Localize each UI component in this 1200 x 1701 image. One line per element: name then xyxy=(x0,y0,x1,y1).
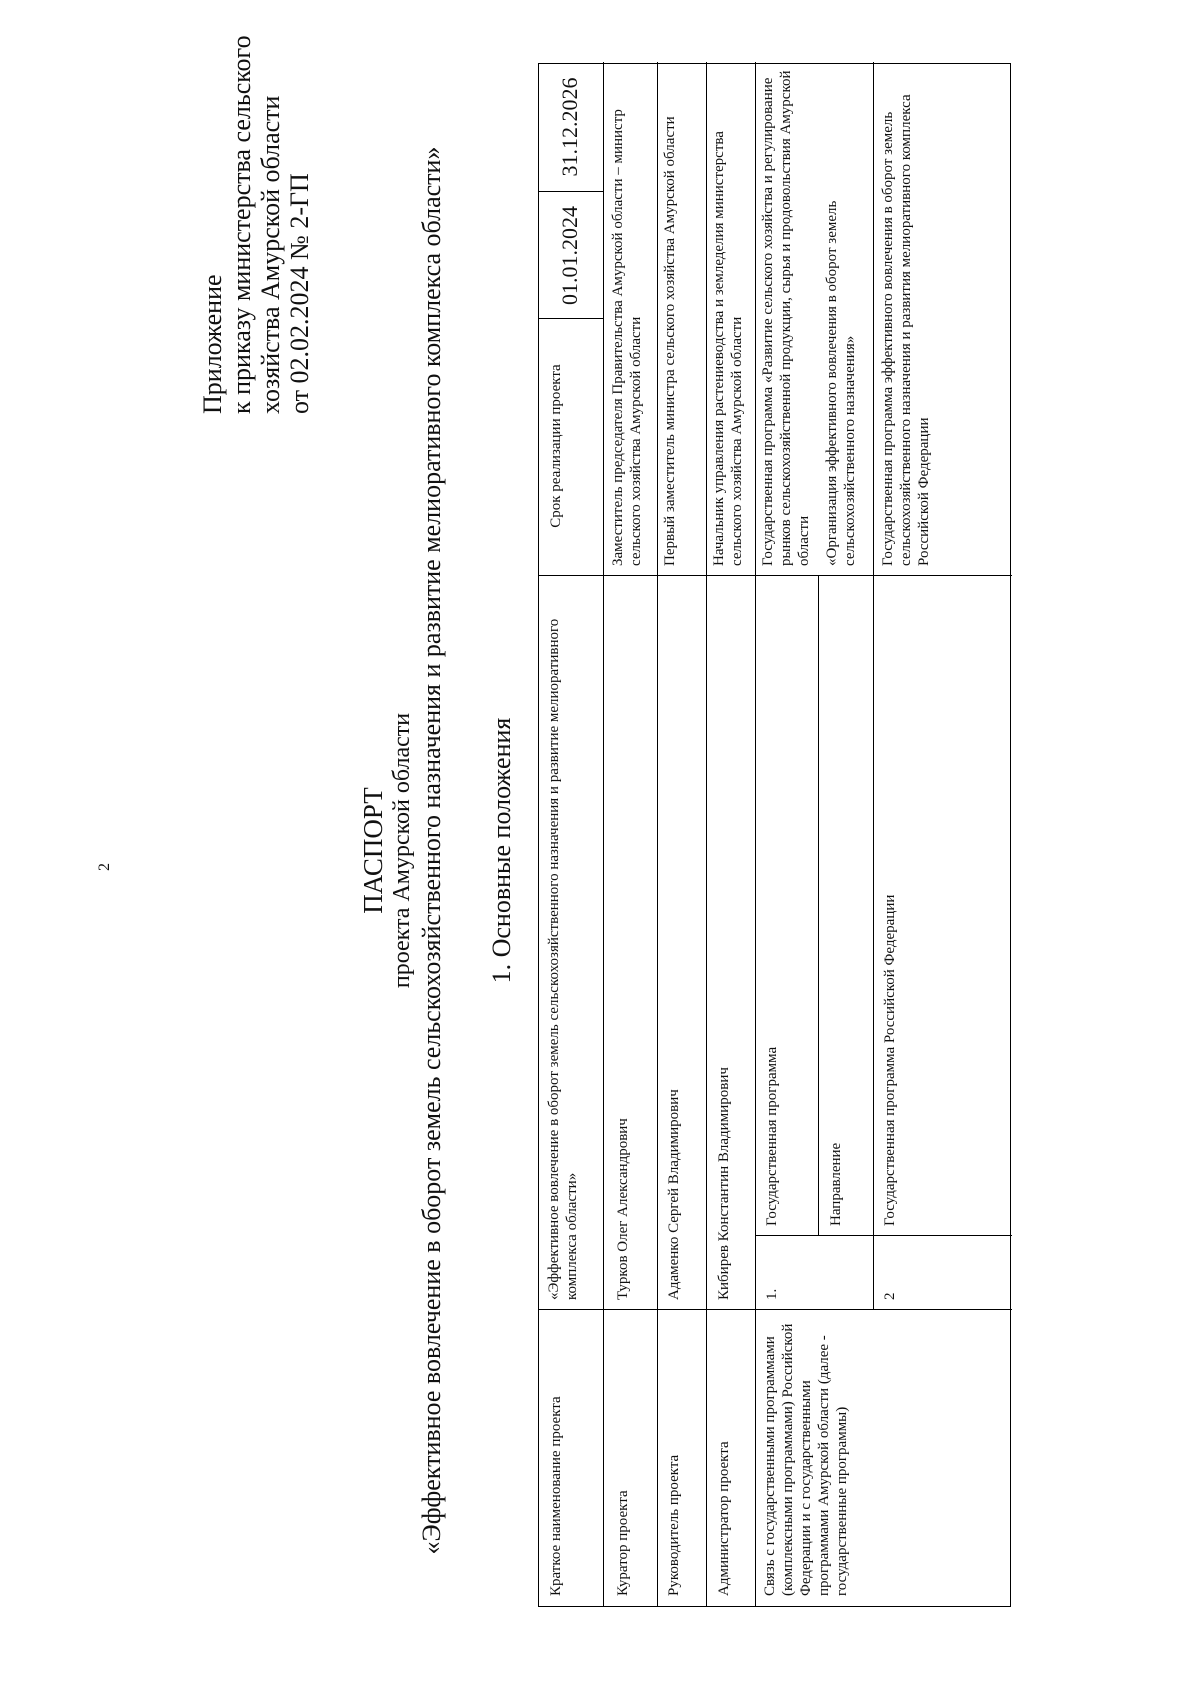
row-divider xyxy=(706,62,707,1606)
row-divider xyxy=(603,62,604,576)
term-label: Срок реализации проекта xyxy=(548,364,564,528)
appendix-line-2: к приказу министерства сельского xyxy=(227,35,256,414)
term-start-date: 01.01.2024 xyxy=(557,206,582,305)
curator-label: Куратор проекта xyxy=(615,1490,631,1596)
column-divider xyxy=(755,1235,1012,1236)
section-title: 1. Основные положения xyxy=(487,717,516,984)
short-name-label: Краткое наименование проекта xyxy=(548,1396,564,1596)
column-divider xyxy=(539,575,1012,576)
row-divider xyxy=(755,62,756,1606)
head-label: Руководитель проекта xyxy=(666,1454,682,1596)
curator-position: Заместитель председателя Правительства Амурской области – министр сельского хозяйства Амурской области xyxy=(610,109,644,566)
page-number: 2 xyxy=(96,863,113,871)
link-2-number: 2 xyxy=(882,1292,898,1300)
title-line-2: проекта Амурской области xyxy=(389,712,415,989)
title-line-3: «Эффективное вовлечение в оборот земель сельскохозяйственного назначения и развитие мелиоративного комплекса области» xyxy=(417,146,446,1555)
short-name-value: «Эффективное вовлечение в оборот земель сельскохозяйственного назначения и развитие мелиоративного комплекса области» xyxy=(546,618,580,1300)
curator-name: Турков Олег Александрович xyxy=(615,1118,631,1300)
row-divider xyxy=(657,62,658,1606)
term-end-date: 31.12.2026 xyxy=(557,77,582,177)
link-2-label: Государственная программа Российской Федерации xyxy=(882,894,898,1226)
link-1-program-label: Государственная программа xyxy=(764,1046,780,1226)
appendix-block xyxy=(198,35,314,414)
administrator-name: Кибирев Константин Владимирович xyxy=(716,1067,732,1300)
row-divider xyxy=(873,62,874,1310)
project-passport-table xyxy=(538,63,1011,1607)
appendix-line-1: Приложение xyxy=(198,274,227,414)
link-1-direction-label: Направление xyxy=(828,1142,844,1226)
appendix-line-3: хозяйства Амурской области xyxy=(256,95,285,414)
title-line-1: ПАСПОРТ xyxy=(358,787,388,914)
appendix-line-4: от 02.02.2024 № 2-ГП xyxy=(285,173,314,414)
head-position: Первый заместитель министра сельского хозяйства Амурской области xyxy=(662,116,678,566)
column-divider xyxy=(539,1309,1012,1310)
link-1-direction-value: «Организация эффективного вовлечения в оборот земель сельскохозяйственного назначения» xyxy=(824,200,858,566)
link-2-value: Государственная программа эффективного вовлечения в оборот земель сельскохозяйственного назначения и развития мелиоративного комплекса Российской Федерации xyxy=(880,94,932,566)
administrator-label: Администратор проекта xyxy=(716,1441,732,1596)
link-1-program-value: Государственная программа «Развитие сельского хозяйства и регулирование рынков сельскохозяйственной продукции, сырья и продовольствия Амурской области xyxy=(760,70,812,566)
link-1-number: 1. xyxy=(764,1288,780,1300)
program-link-label: Связь с государственными программами (комплексными программами) Российской Федерации и с государственными программами Амурской области (далее - государственные программы) xyxy=(762,1323,850,1596)
row-divider xyxy=(818,576,819,1236)
administrator-position: Начальник управления растениеводства и земледелия министерства сельского хозяйства Амурской области xyxy=(711,131,745,566)
head-name: Адаменко Сергей Владимирович xyxy=(666,1089,682,1300)
document-title xyxy=(358,0,447,1701)
